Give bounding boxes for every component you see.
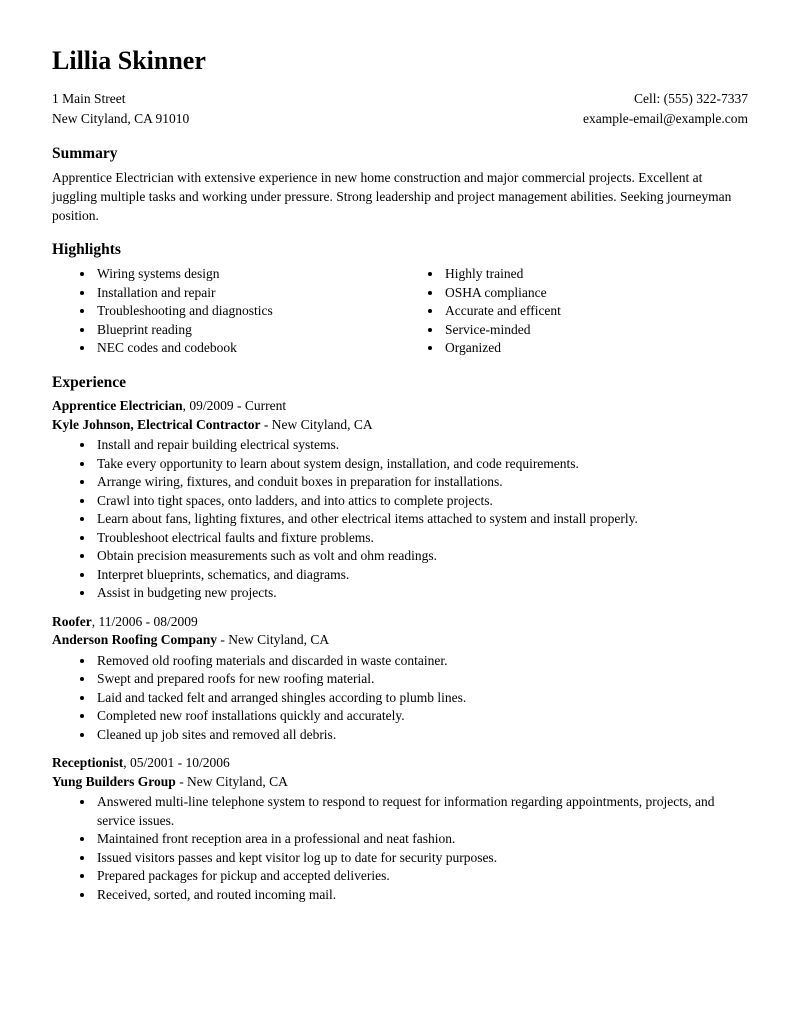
job-bullet: • Crawl into tight spaces, onto ladders, and into attics to complete projects. [95,492,748,511]
job-entry-roofer [52,613,748,745]
highlight-item: • Installation and repair [95,284,400,303]
job-bullet: • Take every opportunity to learn about system design, installation, and code requirements. [95,455,748,474]
job-bullet: • Prepared packages for pickup and accepted deliveries. [95,867,748,886]
job-company-line [52,773,748,792]
highlights-column-right [400,265,748,358]
job-bullet: • Learn about fans, lighting fixtures, and other electrical items attached to system and install properly. [95,510,748,529]
job-company: Yung Builders Group [52,773,176,789]
job-location: - New Cityland, CA [175,773,288,789]
job-bullet: • Obtain precision measurements such as volt and ohm readings. [95,547,748,566]
highlight-item: • OSHA compliance [443,284,748,303]
highlights-columns [52,265,748,358]
address-line-1: 1 Main Street [52,90,126,106]
address-line-2: New Cityland, CA 91010 [52,110,190,126]
experience-section [52,374,748,905]
job-entry-apprentice-electrician [52,397,748,603]
job-bullet: • Removed old roofing materials and discarded in waste container. [95,652,748,671]
highlights-section [52,241,748,357]
phone-number: Cell: (555) 322-7337 [634,90,748,106]
highlight-item: • Service-minded [443,321,748,340]
job-bullet: • Issued visitors passes and kept visitor log up to date for security purposes. [95,849,748,868]
job-bullet: • Troubleshoot electrical faults and fixture problems. [95,529,748,548]
highlight-item: • Organized [443,339,748,358]
job-title-line [52,397,748,416]
contact-info [52,89,748,129]
summary-heading: Summary [52,144,118,162]
job-bullet: • Swept and prepared roofs for new roofing material. [95,670,748,689]
job-company: Anderson Roofing Company [52,632,218,648]
highlights-left-list [52,265,400,358]
contact-address [52,89,189,129]
header [52,46,748,129]
job-company-line [52,416,748,435]
summary-text: Apprentice Electrician with extensive experience in new home construction and major commercial projects. Excellent at juggling multiple tasks and working under pressure. Strong leadership and project management abilities. Seeking journeyman position. [52,170,732,224]
job-company-line [52,631,748,650]
highlights-right-list [400,265,748,358]
job-location: - New Cityland, CA [260,416,373,432]
job-bullet: • Arrange wiring, fixtures, and conduit boxes in preparation for installations. [95,473,748,492]
experience-jobs [52,397,748,904]
highlight-item: • Blueprint reading [95,321,400,340]
job-location: - New Cityland, CA [217,632,330,648]
job-bullet: • Laid and tacked felt and arranged shingles according to plumb lines. [95,689,748,708]
job-company: Kyle Johnson, Electrical Contractor [52,416,261,432]
highlights-heading: Highlights [52,241,121,259]
job-title: Receptionist [52,755,124,771]
job-bullet: • Maintained front reception area in a professional and neat fashion. [95,830,748,849]
job-title: Roofer [52,613,92,629]
job-bullet: • Answered multi-line telephone system to respond to request for information regarding appointments, projects, and service issues. [95,793,748,830]
job-entry-receptionist [52,754,748,904]
job-bullet: • Cleaned up job sites and removed all debris. [95,726,748,745]
job-bullet: • Interpret blueprints, schematics, and diagrams. [95,566,748,585]
job-bullet: • Received, sorted, and routed incoming mail. [95,886,748,905]
job-title-line [52,754,748,773]
experience-heading: Experience [52,373,127,391]
job-bullet: • Completed new roof installations quickly and accurately. [95,707,748,726]
highlight-item: • Wiring systems design [95,265,400,284]
highlights-column-left [52,265,400,358]
highlight-item: • Troubleshooting and diagnostics [95,302,400,321]
job-title: Apprentice Electrician [52,398,183,414]
highlight-item: • NEC codes and codebook [95,339,400,358]
job-dates: , 05/2001 - 10/2006 [123,755,230,771]
job-bullet-list [52,436,748,603]
highlight-item: • Accurate and efficent [443,302,748,321]
job-bullet-list [52,793,748,904]
job-bullet-list [52,652,748,745]
job-title-line [52,613,748,632]
job-dates: , 11/2006 - 08/2009 [91,613,198,629]
person-name: Lillia Skinner [52,46,206,75]
job-dates: , 09/2009 - Current [182,398,287,414]
highlight-item: • Highly trained [443,265,748,284]
summary-section [52,145,748,226]
contact-phone-email [583,89,748,129]
email-address: example-email@example.com [583,110,748,126]
job-bullet: • Install and repair building electrical systems. [95,436,748,455]
job-bullet: • Assist in budgeting new projects. [95,584,748,603]
